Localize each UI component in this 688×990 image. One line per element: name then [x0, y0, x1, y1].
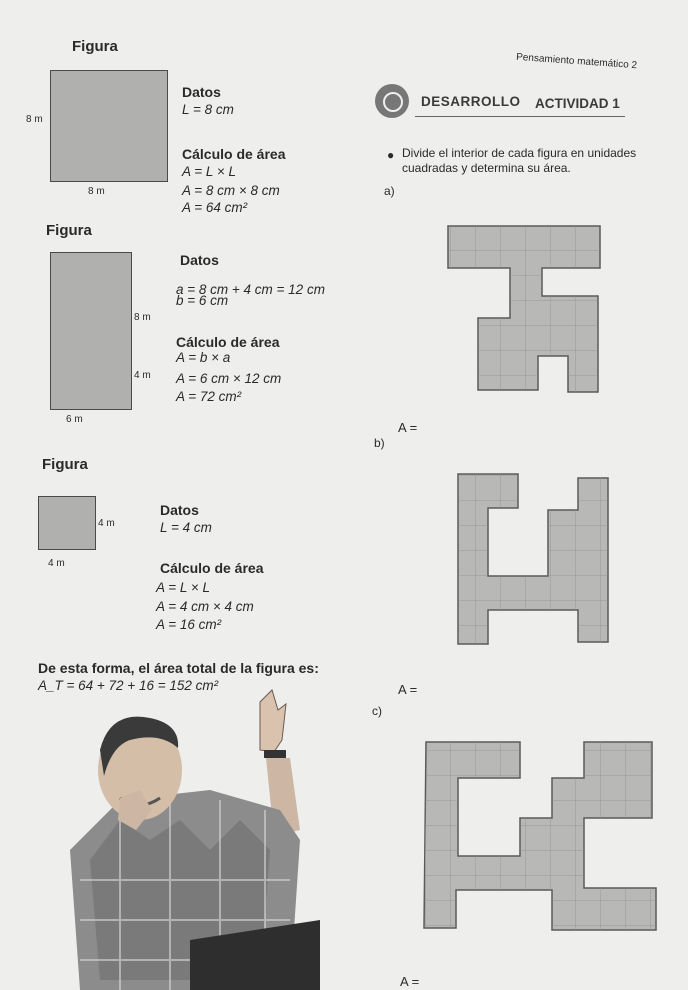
figure-1-side-left: 8 m — [26, 114, 43, 125]
figure-2-datos: Datos — [180, 252, 219, 268]
figure-1-formula-1: A = L × L — [182, 164, 237, 179]
total-text: De esta forma, el área total de la figura es: — [38, 660, 319, 676]
figure-3-side-right: 4 m — [98, 518, 115, 529]
part-b-answer: A = — [398, 682, 418, 697]
activity-label: DESARROLLO — [421, 94, 521, 109]
figure-1-dato-1: L = 8 cm — [182, 102, 234, 117]
part-a-label: a) — [384, 184, 395, 198]
figure-1-title: Figura — [72, 38, 118, 55]
total-formula: A_T = 64 + 72 + 16 = 152 cm² — [38, 678, 219, 693]
activity-title: ACTIVIDAD 1 — [535, 96, 620, 111]
figure-3-formula-3: A = 16 cm² — [156, 617, 222, 632]
figure-3-datos: Datos — [160, 502, 199, 518]
figure-2-dato-1: a = 8 cm + 4 cm = 12 cm — [176, 282, 325, 297]
bullet-icon: ● — [387, 148, 395, 162]
figure-3-calc: Cálculo de área — [160, 560, 264, 576]
figure-2-calc: Cálculo de área — [176, 334, 280, 350]
figure-2-side-right-1: 8 m — [134, 312, 151, 323]
figure-2-formula-1: A = b × a — [176, 350, 231, 365]
figure-2-side-bottom: 6 m — [66, 414, 83, 425]
figure-3-formula-2: A = 4 cm × 4 cm — [156, 599, 254, 614]
figure-1-datos: Datos — [182, 84, 221, 100]
figure-3-dato-1: L = 4 cm — [160, 520, 212, 535]
series-label: Pensamiento matemático 2 — [515, 51, 638, 72]
figure-3-title: Figura — [42, 456, 88, 473]
figure-1-formula-3: A = 64 cm² — [182, 200, 248, 215]
part-a-answer: A = — [398, 420, 418, 435]
figure-3-formula-1: A = L × L — [156, 580, 211, 595]
figure-1-calc: Cálculo de área — [182, 146, 286, 162]
instruction-text: Divide el interior de cada figura en unidades cuadradas y determina su área. — [402, 146, 637, 175]
figure-2-dato-2: b = 6 cm — [176, 293, 229, 308]
figure-3-side-bottom: 4 m — [48, 558, 65, 569]
part-c-label: c) — [372, 704, 382, 718]
figure-2-side-right-2: 4 m — [134, 370, 151, 381]
part-c-answer: A = — [400, 974, 420, 989]
figure-1-formula-2: A = 8 cm × 8 cm — [182, 183, 280, 198]
shape-c-polygon — [424, 742, 656, 930]
part-b-label: b) — [374, 436, 385, 450]
figure-2-formula-2: A = 6 cm × 12 cm — [176, 371, 282, 386]
figure-2-formula-3: A = 72 cm² — [176, 389, 242, 404]
figure-1-side-bottom: 8 m — [88, 186, 105, 197]
student-illustration — [60, 680, 320, 990]
figure-2-title: Figura — [46, 222, 92, 239]
